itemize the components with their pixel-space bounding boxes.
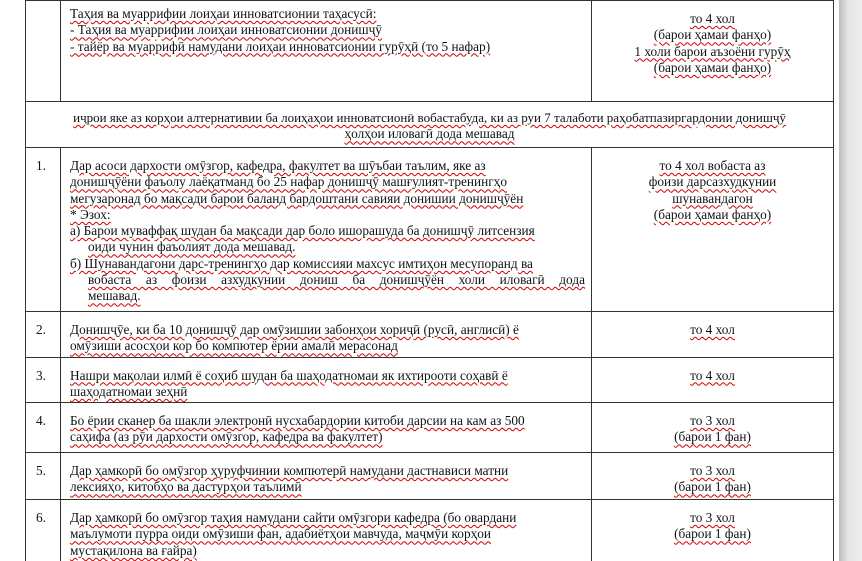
description-line: - тайёр ва муаррифӣ намудани лоиҳаи инноватсионии гурӯҳӣ (то 5 нафар): [70, 38, 491, 54]
score-line: то 3 хол: [690, 413, 735, 429]
score-cell: [592, 357, 834, 403]
note-line: оиди чунин фаъолият дода мешавад.: [88, 239, 296, 255]
description-cell: [61, 1, 592, 102]
score-line: шунавандагон: [672, 190, 753, 206]
score-line: то 4 хол: [690, 322, 735, 337]
score-line: 1 холи барои аъзоёни гурӯҳ: [634, 43, 791, 59]
description-line: лексияҳо, китобҳо ва дастурҳои таълимӣ: [70, 479, 302, 495]
section-note-line: иҷрои яке аз корҳои алтернативии ба лоиҳаҳои инноватсионӣ вобастабуда, ки аз руи 7 талаботи раҳобатпазиргардонии донишҷӯ: [73, 110, 786, 125]
note-line: а) Барои муваффақ шудан ба мақсади дар боло ишорашуда ба донишҷӯ литсензия: [70, 223, 535, 239]
description-cell: [61, 148, 592, 312]
score-cell: [592, 453, 834, 500]
description-line: * Эзох:: [70, 206, 111, 222]
row-number: 5.: [26, 453, 61, 500]
score-line: фоизи дарсазхудкунии: [648, 174, 777, 190]
score-line: то 4 хол вобаста аз: [659, 158, 766, 173]
row-number: 3.: [26, 357, 61, 403]
number-cell: [26, 1, 61, 102]
description-line: омӯзиши асосҳои кор бо компютер ёрии амалӣ мерасонад: [70, 338, 398, 354]
description-line: мегузаронад бо мақсади барои баланд бардоштани савияи донишии донишҷӯён: [70, 190, 524, 206]
table-row: [26, 403, 834, 453]
description-line: Бо ёрии сканер ба шакли электронӣ нусхабардории китоби дарсии на кам аз 500: [70, 413, 525, 429]
score-cell: [592, 1, 834, 102]
table-row: [26, 500, 834, 561]
score-line: (барои ҳамаи фанҳо): [653, 59, 772, 75]
description-line: донишҷӯёни фаъолу лаёқатманд бо 25 нафар донишҷӯ машғулият-тренингҳо: [70, 174, 507, 190]
score-line: (барои 1 фан): [674, 479, 751, 495]
score-line: (барои ҳамаи фанҳо): [653, 27, 772, 43]
section-note-cell: [26, 102, 834, 148]
score-line: то 4 хол: [690, 11, 735, 26]
table-row: [26, 357, 834, 403]
score-cell: [592, 403, 834, 453]
description-line: Таҳия ва муаррифии лоиҳаи инноватсионии таҳасусӣ:: [70, 6, 377, 21]
description-cell: [61, 500, 592, 561]
description-line: Дар асоси дархости омӯзгор, кафедра, факултет ва шӯъбаи таълим, яке аз: [70, 158, 486, 173]
table-row: [26, 312, 834, 358]
description-cell: [61, 357, 592, 403]
section-note-row: [26, 102, 834, 148]
description-line: Донишҷӯе, ки ба 10 донишҷӯ дар омӯзишии забонҳои хориҷӣ (русӣ, англисӣ) ё: [70, 322, 519, 337]
note-line: вобаста аз фоизи азхудкунии дониш ба донишҷӯён холи иловагӣ дода: [88, 272, 585, 288]
description-line: маълумоти пурра оиди омӯзиши фан, адабиётҳои мавчуда, маҷмӯи корҳои: [70, 526, 492, 542]
score-line: (барои ҳамаи фанҳо): [653, 206, 772, 222]
description-cell: [61, 453, 592, 500]
note-line: б) Шунавандагони дарс-тренингҳо дар комиссияи махсус имтиҳон месупоранд ва: [70, 255, 533, 271]
note-line: мешавад.: [88, 288, 141, 304]
description-line: шаҳодатномаи зеҳнӣ: [70, 383, 188, 399]
score-line: (барои 1 фан): [674, 526, 751, 542]
description-line: Дар ҳамкорӣ бо омӯзгор ҳуруфчинии компютерӣ намудани дастнависи матни: [70, 463, 509, 479]
description-cell: [61, 312, 592, 358]
score-cell: [592, 500, 834, 561]
row-number: 1.: [26, 148, 61, 312]
row-number: 2.: [26, 312, 61, 358]
score-line: то 3 хол: [690, 463, 735, 479]
row-number: 4.: [26, 403, 61, 453]
score-line: то 3 хол: [690, 510, 735, 526]
description-line: Дар ҳамкорӣ бо омӯзгор таҳия намудани сайти омӯзгори кафедра (бо овардани: [70, 510, 517, 526]
table-row: [26, 453, 834, 500]
description-line: Нашри мақолаи илмӣ ё соҳиб шудан ба шаҳодатномаи як ихтирооти соҳавӣ ё: [70, 367, 508, 383]
description-line: саҳифа (аз рӯи дархости омӯзгор, кафедра ва факултет): [70, 429, 383, 445]
description-cell: [61, 403, 592, 453]
score-cell: [592, 148, 834, 312]
score-line: то 4 хол: [690, 367, 735, 383]
description-line: мустақилона ва ғайра): [70, 542, 197, 558]
criteria-table: [25, 0, 834, 561]
section-note-line: ҳолҳои иловагӣ дода мешавад: [344, 126, 515, 142]
table-row: [26, 148, 834, 312]
score-line: (барои 1 фан): [674, 429, 751, 445]
score-cell: [592, 312, 834, 358]
row-number: 6.: [26, 500, 61, 561]
page-edge-shadow: [839, 0, 862, 561]
description-line: - Таҳия ва муаррифии лоиҳаи инноватсионии донишҷӯ: [70, 22, 382, 38]
table-row: [26, 1, 834, 102]
